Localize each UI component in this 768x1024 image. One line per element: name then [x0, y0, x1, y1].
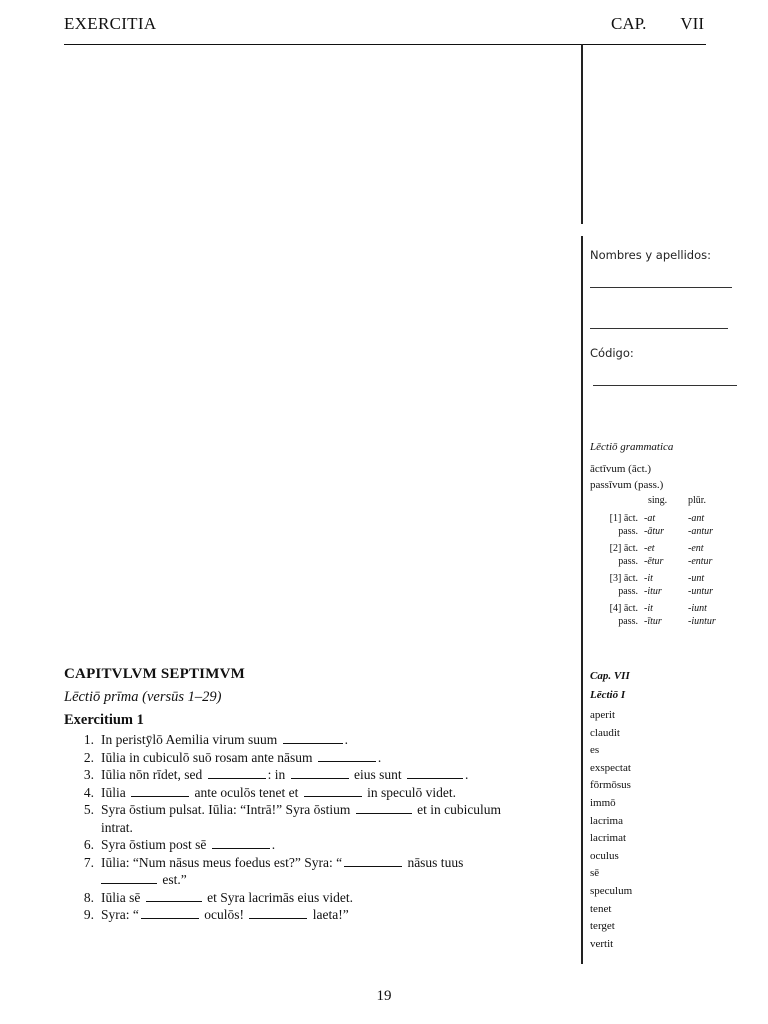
row-label: [3] āct.	[609, 573, 638, 585]
answer-blank[interactable]	[146, 901, 202, 902]
vocab-word: es	[590, 744, 600, 757]
singular-ending: -ītur	[644, 615, 662, 627]
page-number: 19	[376, 988, 392, 1004]
answer-blank[interactable]	[141, 918, 199, 919]
margin-divider-top	[581, 44, 583, 224]
item-text: Iūlia nōn rīdet, sed	[101, 767, 203, 782]
answer-blank[interactable]	[208, 778, 266, 779]
answer-blank[interactable]	[131, 796, 189, 797]
header-chapter-label: CAP.	[611, 14, 647, 33]
answer-blank[interactable]	[407, 778, 463, 779]
item-text: Iūlia in cubiculō suō rosam ante nāsum	[101, 749, 313, 765]
answer-blank[interactable]	[344, 866, 402, 867]
vocab-word: sē	[590, 867, 600, 880]
item-text: Syra ōstium pulsat. Iūlia: “Intrā!” Syra ōstium	[101, 802, 351, 817]
exercise-item	[64, 766, 564, 784]
column-singular: sing.	[648, 494, 668, 506]
column-plural: plūr.	[688, 494, 707, 506]
plural-ending: -untur	[688, 585, 713, 597]
item-text: est.”	[162, 872, 187, 887]
item-text: et in cubiculum	[417, 802, 502, 817]
exercise-item	[64, 854, 564, 889]
singular-ending: -at	[644, 513, 656, 525]
item-number: 6.	[83, 837, 94, 852]
header-title: EXERCITIA	[64, 14, 157, 33]
item-text: in speculō videt.	[367, 784, 456, 800]
exercise-item	[64, 889, 564, 907]
exercise-item	[64, 784, 564, 802]
exercise-item	[64, 801, 564, 836]
conjugation-row	[590, 513, 760, 526]
vocab-word: lacrimat	[590, 832, 627, 845]
vocab-word: lacrima	[590, 814, 623, 827]
conjugation-2	[590, 543, 760, 568]
item-number: 4.	[83, 784, 94, 800]
vocab-word: exspectat	[590, 761, 631, 774]
plural-ending: -ent	[688, 543, 704, 555]
row-label: pass.	[618, 615, 638, 627]
answer-blank[interactable]	[356, 813, 412, 814]
item-text: .	[465, 767, 469, 782]
vocab-word: claudit	[590, 726, 620, 739]
item-text: et Syra lacrimās eius videt.	[207, 889, 353, 905]
plural-ending: -iunt	[688, 603, 707, 615]
item-number: 3.	[83, 767, 94, 782]
exercise-section	[64, 666, 564, 924]
item-number: 8.	[83, 889, 94, 905]
code-field-line[interactable]	[593, 385, 737, 386]
row-label: [4] āct.	[609, 603, 638, 615]
item-number: 9.	[83, 907, 94, 922]
answer-blank[interactable]	[249, 918, 307, 919]
item-text: intrat.	[101, 819, 133, 835]
row-label: [1] āct.	[609, 513, 638, 525]
row-label: pass.	[618, 525, 638, 537]
vocab-chapter: Cap. VII	[590, 670, 630, 682]
conjugation-row	[590, 573, 760, 586]
exercise-list	[64, 731, 564, 924]
item-text: Iūlia: “Num nāsus meus foedus est?” Syra: “	[101, 854, 343, 870]
answer-blank[interactable]	[101, 883, 157, 884]
row-label: pass.	[618, 585, 638, 597]
exercise-item	[64, 836, 564, 854]
answer-blank[interactable]	[318, 761, 376, 762]
plural-ending: -iuntur	[688, 615, 716, 627]
name-label: Nombres y apellidos:	[590, 248, 712, 262]
singular-ending: -itur	[644, 585, 662, 597]
answer-blank[interactable]	[304, 796, 362, 797]
exercise-item	[64, 749, 564, 767]
conjugation-row	[590, 603, 760, 616]
row-label: [2] āct.	[609, 543, 638, 555]
item-number: 5.	[83, 802, 94, 817]
vocab-word: terget	[590, 920, 615, 933]
singular-ending: -it	[644, 603, 653, 615]
conjugation-4	[590, 603, 760, 628]
singular-ending: -ātur	[644, 525, 664, 537]
item-text: .	[344, 732, 348, 747]
plural-ending: -antur	[688, 525, 713, 537]
plural-ending: -entur	[688, 555, 713, 567]
item-text: Iūlia	[101, 784, 126, 800]
item-text: Iūlia sē	[101, 889, 141, 905]
plural-ending: -unt	[688, 573, 705, 585]
conjugation-row	[590, 586, 760, 599]
item-text: ante oculōs tenet et	[194, 784, 299, 800]
item-text: In peristȳlō Aemilia virum suum	[101, 732, 278, 747]
exercise-title: Exercitium 1	[64, 712, 144, 728]
plural-ending: -ant	[688, 513, 705, 525]
item-number: 7.	[83, 854, 94, 870]
conjugation-3	[590, 573, 760, 598]
item-text: .	[271, 837, 276, 852]
conjugation-1	[590, 513, 760, 538]
singular-ending: -it	[644, 573, 653, 585]
vocab-word: speculum	[590, 884, 633, 897]
grammar-passive: passīvum (pass.)	[590, 478, 664, 491]
lesson-title: Lēctiō prīma (versūs 1–29)	[64, 689, 222, 705]
vocab-lesson: Lēctiō I	[590, 689, 626, 701]
conjugation-header	[590, 494, 760, 509]
vocab-word: immō	[590, 796, 616, 809]
header-chapter-number: VII	[680, 14, 704, 33]
item-text: Syra ōstium post sē	[101, 837, 207, 852]
code-label: Código:	[590, 346, 634, 360]
vocab-word: aperit	[590, 709, 616, 721]
answer-blank[interactable]	[291, 778, 349, 779]
running-header	[64, 14, 706, 45]
vocab-word: vertit	[590, 937, 614, 950]
vocab-word: oculus	[590, 849, 619, 862]
conjugation-row	[590, 526, 760, 539]
chapter-title: CAPITVLVM SEPTIMVM	[64, 666, 245, 682]
answer-blank[interactable]	[283, 743, 343, 744]
margin-divider-bottom	[581, 236, 583, 964]
item-text: nāsus tuus	[407, 854, 464, 870]
answer-blank[interactable]	[212, 848, 270, 849]
item-text: : in	[267, 767, 286, 782]
row-label: pass.	[618, 555, 638, 567]
singular-ending: -et	[644, 543, 655, 555]
item-text: laeta!”	[312, 907, 349, 922]
exercise-item	[64, 731, 564, 749]
grammar-title: Lēctiō grammatica	[590, 441, 674, 453]
vocabulary-sidebar	[590, 670, 760, 953]
item-text: oculōs!	[204, 907, 244, 922]
item-number: 1.	[83, 732, 94, 747]
name-field-line-1[interactable]	[590, 287, 732, 288]
item-text: eius sunt	[354, 767, 402, 782]
conjugation-row	[590, 543, 760, 556]
grammar-active: āctīvum (āct.)	[590, 462, 652, 475]
vocab-word: tenet	[590, 902, 612, 915]
item-number: 2.	[83, 749, 94, 765]
conjugation-row	[590, 556, 760, 569]
singular-ending: -ētur	[644, 555, 664, 567]
item-text: Syra: “	[101, 907, 139, 922]
name-field-line-2[interactable]	[590, 328, 728, 329]
conjugation-row	[590, 616, 760, 629]
item-text: .	[377, 749, 382, 765]
exercise-item	[64, 906, 564, 924]
vocab-word: fōrmōsus	[590, 779, 631, 792]
grammar-sidebar	[590, 440, 760, 628]
